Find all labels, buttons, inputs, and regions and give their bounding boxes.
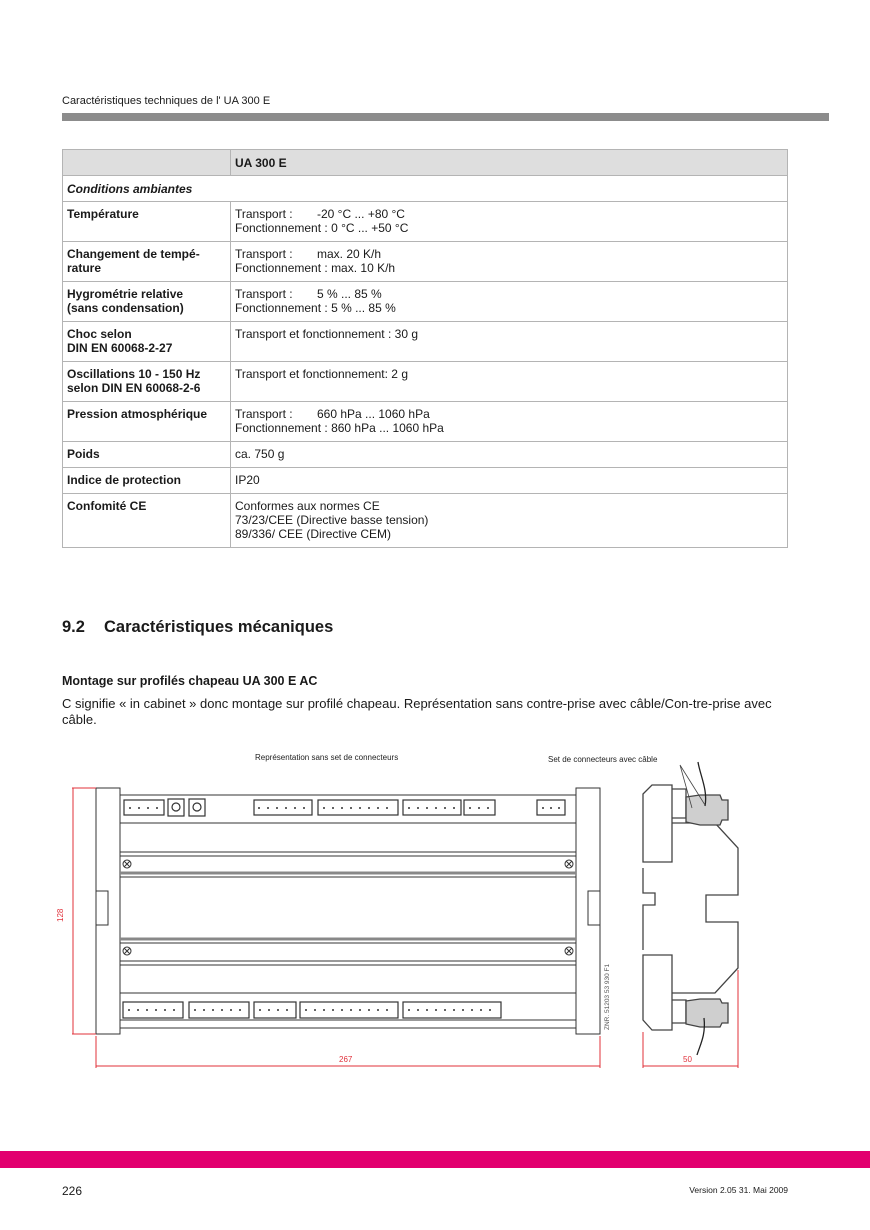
value-text: max. 20 K/h [317, 247, 382, 261]
mechanical-drawing [0, 740, 870, 1080]
row-value [231, 494, 788, 548]
value-key: Transport : [235, 287, 293, 301]
drawing-reference: ZNR. 51203 53 930 F1 [604, 963, 611, 1030]
section-title: Caractéristiques mécaniques [104, 618, 334, 636]
value-text: 5 % ... 85 % [331, 301, 396, 315]
row-value [231, 282, 788, 322]
specifications-table [62, 149, 788, 548]
row-value: ca. 750 g [231, 442, 788, 468]
side-view [643, 762, 738, 1055]
value-line: 73/23/CEE (Directive basse tension) [235, 513, 429, 527]
body-paragraph: C signifie « in cabinet » donc montage sur profilé chapeau. Représentation sans contre-prise avec câble/Con-tre-prise avec câble. [62, 696, 772, 727]
table-header-row [63, 150, 788, 176]
label-line: DIN EN 60068-2-27 [67, 341, 173, 355]
value-text: 660 hPa ... 1060 hPa [317, 407, 430, 421]
row-value: Transport et fonctionnement : 30 g [231, 322, 788, 362]
label-line: Oscillations 10 - 150 Hz [67, 367, 201, 381]
row-value: Transport et fonctionnement: 2 g [231, 362, 788, 402]
row-label [63, 282, 231, 322]
front-view [96, 788, 600, 1034]
value-key: Transport : [235, 207, 293, 221]
table-row [63, 362, 788, 402]
dimension-width: 267 [339, 1055, 353, 1064]
section-row [63, 176, 788, 202]
label-line: Hygrométrie relative [67, 287, 184, 301]
dimension-depth: 50 [683, 1055, 692, 1064]
header-empty-cell [63, 150, 231, 176]
header-rule [62, 113, 829, 121]
row-label: Indice de protection [63, 468, 231, 494]
row-label: Poids [63, 442, 231, 468]
table-row [63, 322, 788, 362]
dimension-height: 128 [56, 908, 65, 922]
value-key: Fonctionnement : [235, 261, 328, 275]
running-header: Caractéristiques techniques de l' UA 300 E [62, 95, 271, 107]
row-value: IP20 [231, 468, 788, 494]
column-header: UA 300 E [231, 150, 788, 176]
label-line: Changement de tempé- [67, 247, 200, 261]
value-key: Fonctionnement : [235, 301, 328, 315]
label-line: rature [67, 261, 102, 275]
table-row [63, 402, 788, 442]
section-number: 9.2 [62, 618, 85, 636]
row-label [63, 362, 231, 402]
value-key: Transport : [235, 407, 293, 421]
table-row [63, 202, 788, 242]
caption-front-view: Représentation sans set de connecteurs [255, 753, 399, 762]
value-line: 89/336/ CEE (Directive CEM) [235, 527, 392, 541]
row-value [231, 242, 788, 282]
section-title: Conditions ambiantes [63, 176, 788, 202]
value-text: 860 hPa ... 1060 hPa [331, 421, 444, 435]
value-key: Fonctionnement : [235, 421, 328, 435]
row-label [63, 242, 231, 282]
value-key: Fonctionnement : [235, 221, 328, 235]
table-row [63, 442, 788, 468]
row-label: Confomité CE [63, 494, 231, 548]
subheading: Montage sur profilés chapeau UA 300 E AC [62, 674, 318, 688]
value-text: 0 °C ... +50 °C [331, 221, 409, 235]
row-value [231, 402, 788, 442]
value-text: 5 % ... 85 % [317, 287, 382, 301]
value-key: Transport : [235, 247, 293, 261]
version-info: Version 2.05 31. Mai 2009 [689, 1185, 788, 1195]
table-row [63, 282, 788, 322]
value-line: Conformes aux normes CE [235, 499, 380, 513]
value-text: -20 °C ... +80 °C [317, 207, 405, 221]
table-row [63, 242, 788, 282]
label-line: (sans condensation) [67, 301, 184, 315]
value-text: max. 10 K/h [331, 261, 396, 275]
label-line: selon DIN EN 60068-2-6 [67, 381, 201, 395]
label-line: Choc selon [67, 327, 132, 341]
drawing-svg [0, 740, 870, 1080]
row-label: Pression atmosphérique [63, 402, 231, 442]
section-heading [62, 618, 333, 637]
row-label: Température [63, 202, 231, 242]
footer-accent-bar [0, 1151, 870, 1168]
table-row [63, 494, 788, 548]
row-label [63, 322, 231, 362]
caption-side-view: Set de connecteurs avec câble [548, 755, 658, 764]
page-number: 226 [62, 1184, 83, 1198]
table-row [63, 468, 788, 494]
row-value [231, 202, 788, 242]
